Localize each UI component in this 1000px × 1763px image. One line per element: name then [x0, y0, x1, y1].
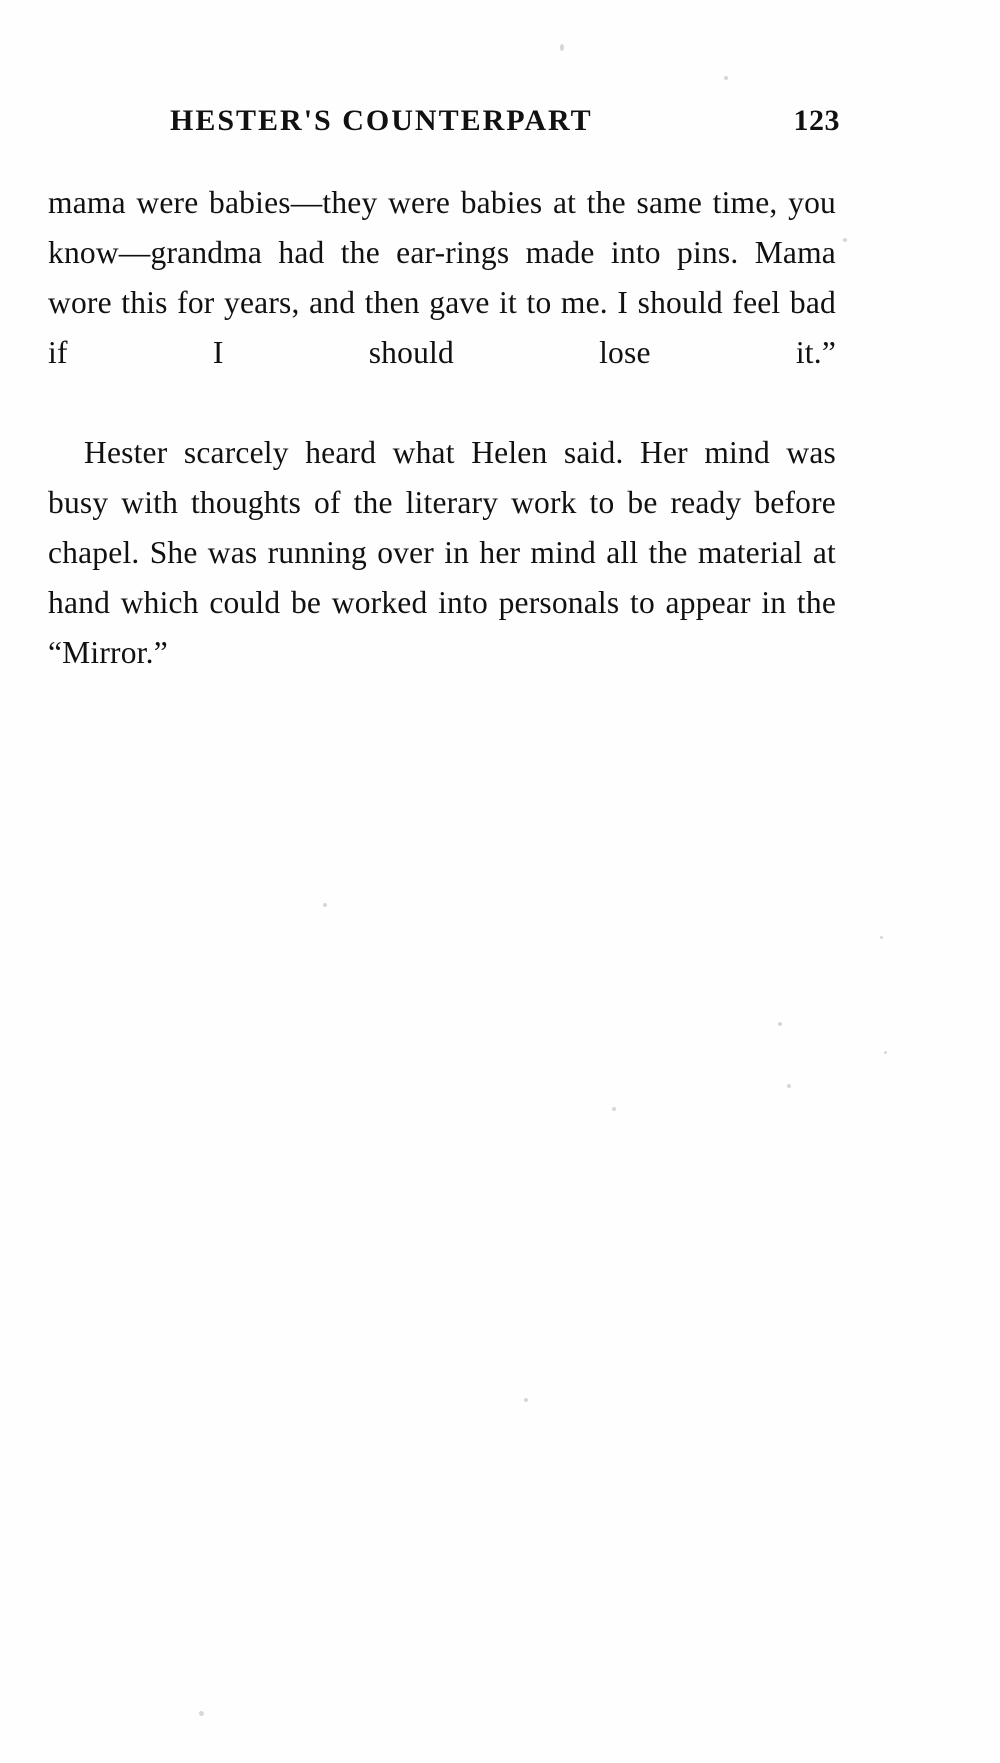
- scan-speck: [524, 1398, 528, 1402]
- scan-speck: [612, 1107, 616, 1111]
- scan-speck: [843, 238, 847, 242]
- body-text: [48, 178, 836, 728]
- scan-speck: [724, 76, 728, 80]
- page-number: 123: [793, 104, 840, 137]
- paragraph: mama were babies—they were babies at the same time, you know—grandma had the ear-rings made into pins. Mama wore this for years, and then gave it to me. I should feel bad if I should lose it.”: [48, 185, 836, 370]
- page-title: HESTER'S COUNTERPART: [170, 104, 593, 137]
- paragraph: Hester scarcely heard what Helen said. Her mind was busy with thoughts of the literary work to be ready before chapel. She was running over in her mind all the material at hand which could be worked into personals to appear in the “Mirror.”: [48, 435, 836, 670]
- scan-speck: [787, 1084, 791, 1088]
- scan-speck: [880, 936, 883, 939]
- scan-speck: [884, 1051, 887, 1054]
- scan-speck: [560, 44, 564, 51]
- running-head: [170, 104, 840, 138]
- scan-speck: [199, 1711, 204, 1716]
- scan-speck: [323, 903, 327, 907]
- scan-speck: [778, 1022, 782, 1026]
